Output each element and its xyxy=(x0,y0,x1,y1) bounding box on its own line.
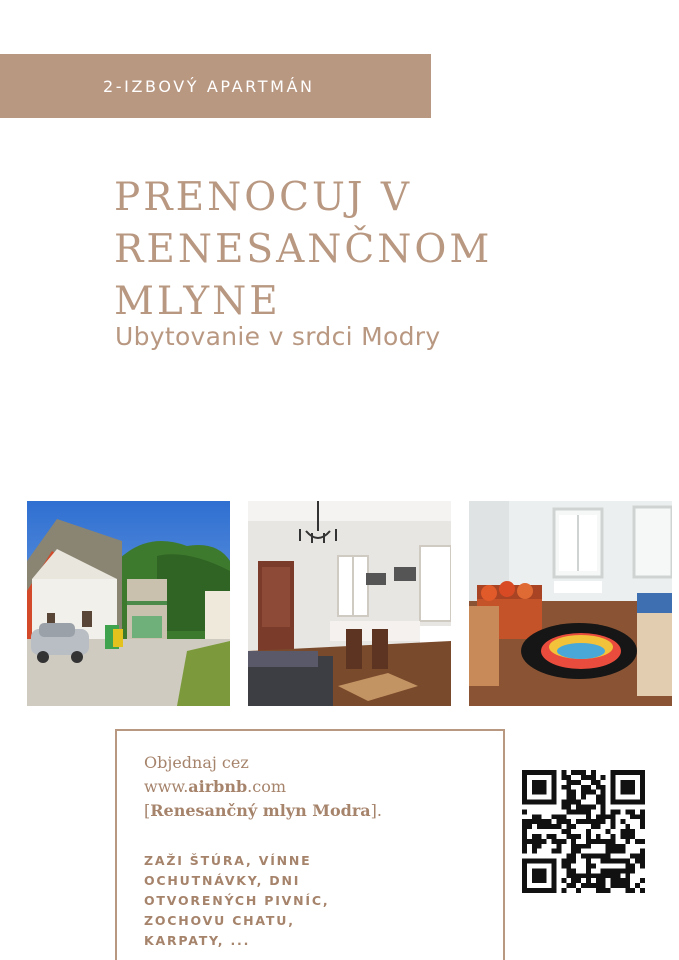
bracket-close: ]. xyxy=(370,801,382,820)
title-line-3: MLYNE xyxy=(114,279,281,324)
banner-label: 2-IZBOVÝ APARTMÁN xyxy=(103,76,315,96)
title-line-2: RENESANČNOM xyxy=(114,227,493,272)
header-banner xyxy=(0,54,431,118)
booking-info-box xyxy=(115,729,505,960)
url-prefix: www. xyxy=(144,777,189,796)
airbnb-link[interactable] xyxy=(144,775,382,799)
url-brand: airbnb xyxy=(188,777,248,796)
qr-code-icon xyxy=(522,770,645,893)
page-title xyxy=(114,172,654,328)
photo-dining-room xyxy=(248,501,451,706)
photo-bedroom xyxy=(469,501,672,706)
subtitle: Ubytovanie v srdci Modry xyxy=(115,322,441,351)
listing-name: Renesančný mlyn Modra xyxy=(150,801,371,820)
url-suffix: .com xyxy=(247,777,287,796)
tagline-line: OTVORENÝCH PIVNÍC, xyxy=(144,893,330,908)
tagline-line: ZAŽI ŠTÚRA, VÍNNE xyxy=(144,853,312,868)
tagline-line: OCHUTNÁVKY, DNI xyxy=(144,873,301,888)
activities-tagline xyxy=(144,851,329,951)
listing-name-line xyxy=(144,799,382,823)
tagline-line: KARPATY, ... xyxy=(144,933,251,948)
booking-instructions xyxy=(144,751,382,823)
order-intro: Objednaj cez xyxy=(144,753,249,772)
title-line-1: PRENOCUJ V xyxy=(114,175,413,220)
bracket-open: [ xyxy=(144,801,151,820)
tagline-line: ZOCHOVU CHATU, xyxy=(144,913,295,928)
photo-mill-exterior xyxy=(27,501,230,706)
